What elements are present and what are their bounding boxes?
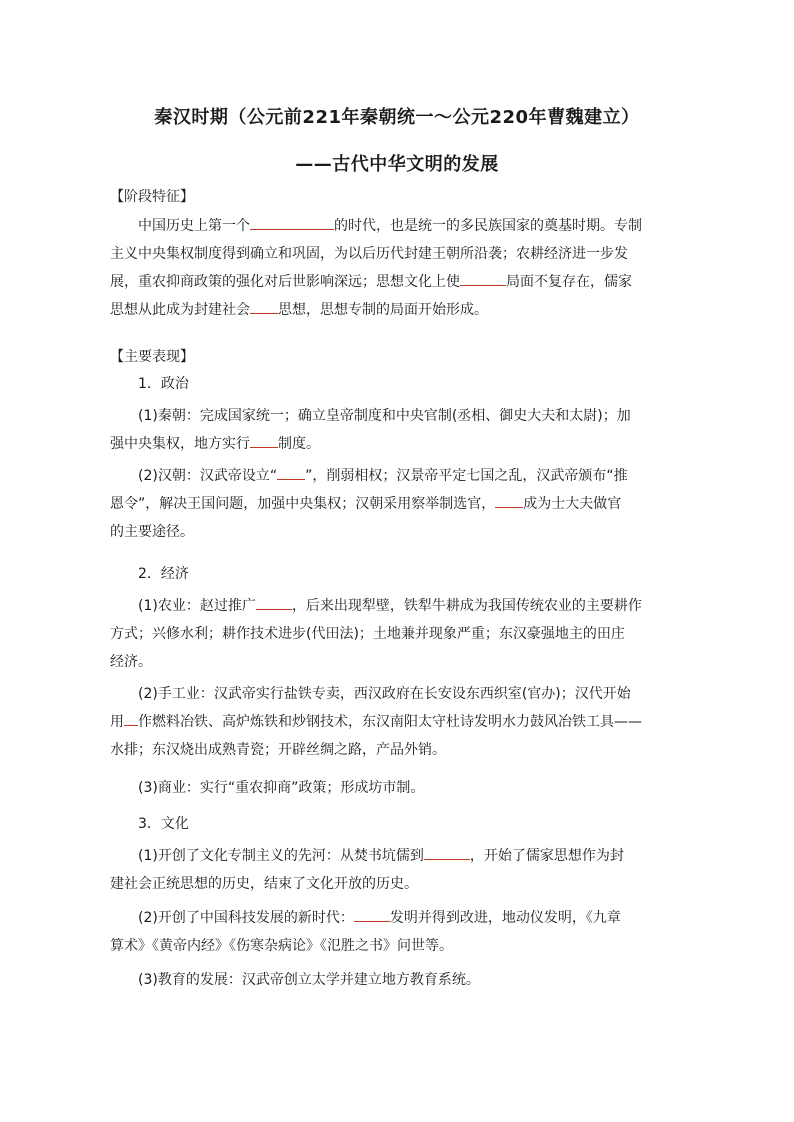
culture-item-2: (2)开创了中国科技发展的新时代： 发明并得到改进，地动仪发明，《九章 算术》《黄帝内经》《伤寒杂病论》《氾胜之书》问世等。 <box>110 904 690 960</box>
culture-item-3: (3)教育的发展：汉武帝创立太学并建立地方教育系统。 <box>138 972 480 988</box>
blank-fill <box>495 493 523 508</box>
blank-fill <box>460 271 506 286</box>
blank-fill <box>124 711 138 726</box>
blank-fill <box>354 907 390 922</box>
culture-item-1: (1)开创了文化专制主义的先河：从焚书坑儒到 ，开始了儒家思想作为封 建社会正统思想的历史，结束了文化开放的历史。 <box>110 842 690 898</box>
blank-fill <box>256 595 292 610</box>
economy-label: 2．经济 <box>138 566 189 582</box>
blank-fill <box>250 215 334 230</box>
blank-fill <box>250 433 278 448</box>
stage-line-4: 思想从此成为封建社会 思想，思想专制的局面开始形成。 <box>110 296 690 324</box>
blank-fill <box>424 845 470 860</box>
stage-paragraph <box>110 212 690 324</box>
politics-qin: (1)秦朝：完成国家统一；确立皇帝制度和中央官制(丞相、御史大夫和太尉)；加 强中央集权，地方实行 制度。 <box>110 408 631 452</box>
main-heading: 【主要表现】 <box>110 349 194 365</box>
stage-line-2: 主义中央集权制度得到确立和巩固，为以后历代封建王朝所沿袭；农耕经济进一步发 <box>110 246 628 262</box>
economy-commerce: (3)商业：实行“重农抑商”政策；形成坊市制。 <box>138 780 425 796</box>
economy-agriculture: (1)农业：赵过推广 ，后来出现犁壁，铁犁牛耕成为我国传统农业的主要耕作 方式；兴修水利；耕作技术进步(代田法)；土地兼并现象严重；东汉豪强地主的田庄 经济。 <box>110 592 690 676</box>
culture-label: 3．文化 <box>138 816 189 832</box>
economy-handicraft: (2)手工业：汉武帝实行盐铁专卖，西汉政府在长安设东西织室(官办)；汉代开始 用 作燃料冶铁、高炉炼铁和炒钢技术，东汉南阳太守杜诗发明水力鼓风冶铁工具—— 水排；东汉烧出成熟青瓷；开辟丝绸之路，产品外销。 <box>110 686 642 758</box>
politics-han: (2)汉朝：汉武帝设立“ ”，削弱相权；汉景帝平定七国之乱，汉武帝颁布“推 恩令”，解决王国问题，加强中央集权；汉朝采用察举制选官， 成为士大夫做官 的主要途径。 <box>110 462 690 546</box>
politics-label: 1．政治 <box>138 376 189 392</box>
stage-heading: 【阶段特征】 <box>110 189 194 205</box>
document-subtitle: ——古代中华文明的发展 <box>295 154 499 175</box>
blank-fill <box>277 465 305 480</box>
document-title: 秦汉时期（公元前221年秦朝统一～公元220年曹魏建立） <box>154 107 640 128</box>
stage-line-3: 展，重农抑商政策的强化对后世影响深远；思想文化上使 局面不复存在，儒家 <box>110 268 690 296</box>
stage-line-1: 中国历史上第一个 的时代，也是统一的多民族国家的奠基时期。专制 <box>110 212 690 240</box>
blank-fill <box>250 299 278 314</box>
